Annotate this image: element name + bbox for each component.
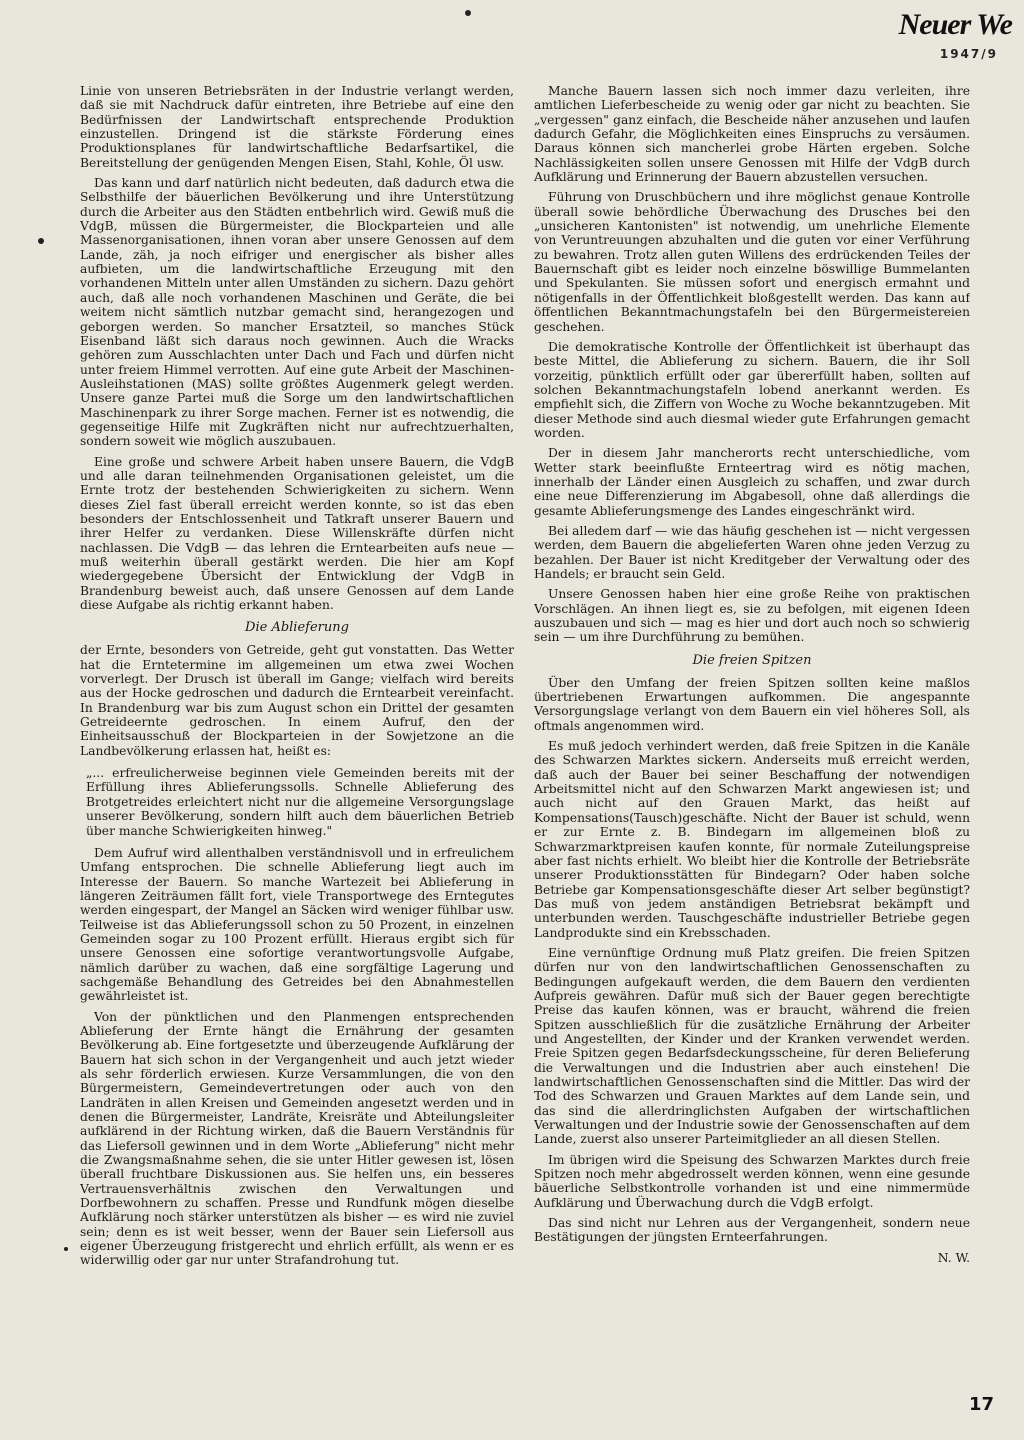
section-heading: Die freien Spitzen (692, 652, 812, 668)
paragraph: Linie von unseren Betriebsräten in der Industrie verlangt werden, daß sie mit Nachdruck dafür eintreten, ihre Betriebe auf eine den Bedürfnissen der Landwirtschaft entsprechende Produktion einzustellen. Dringend ist die stärkste Förderung eines Produktionsplanes für landwirtschaftliche Bedarfsartikel, die Bereitstellung der genügenden Mengen Eisen, Stahl, Kohle, Öl usw. (80, 84, 514, 170)
margin-dot (38, 238, 44, 244)
author-signature: N. W. (937, 1250, 970, 1265)
page-number: 17 (968, 1394, 994, 1415)
paragraph: Manche Bauern lassen sich noch immer dazu verleiten, ihre amtlichen Lieferbescheide zu wenig oder gar nicht zu beachten. Sie „vergessen" ganz einfach, die Bescheide näher anzusehen und laufen dadurch Gefahr, die Möglichkeiten eines Einspruchs zu versäumen. Daraus können sich mancherlei grobe Härten ergeben. Solche Nachlässigkeiten sollen unsere Genossen mit Hilfe der VdgB durch Aufklärung und Erinnerung der Bauern abzustellen versuchen. (534, 84, 970, 185)
paragraph: Das sind nicht nur Lehren aus der Vergangenheit, sondern neue Bestätigungen der jüngsten Ernteerfahrungen. (534, 1216, 970, 1245)
paragraph: Die demokratische Kontrolle der Öffentlichkeit ist überhaupt das beste Mittel, die Ablieferung zu sichern. Bauern, die ihr Soll vorzeitig, pünktlich erfüllt oder gar übererfüllt haben, sollten auf solchen Bekanntmachungstafeln lobend anerkannt werden. Es empfiehlt sich, die Ziffern von Woche zu Woche bekanntzugeben. Mit dieser Methode sind auch diesmal wieder gute Erfahrungen gemacht worden. (534, 339, 970, 440)
paragraph: Bei alledem darf — wie das häufig geschehen ist — nicht vergessen werden, dem Bauern die abgelieferten Waren ohne jeden Verzug zu bezahlen. Der Bauer ist nicht Kreditgeber der Verwaltung oder des Handels; er braucht sein Geld. (534, 523, 970, 581)
signoff-row (534, 1251, 970, 1265)
paragraph: Es muß jedoch verhindert werden, daß freie Spitzen in die Kanäle des Schwarzen Marktes sickern. Anderseits muß erreicht werden, daß auch der Bauer bei seiner Beschaffung der notwendigen Arbeitsmittel nicht auf den Schwarzen Markt angewiesen ist; und auch nicht auf den Grauen Markt, das heißt auf Kompensations(Tausch)geschäfte. Nicht der Bauer ist schuld, wenn er zur Ernte z. B. Bindegarn im allgemeinen bloß zu Schwarzmarktpreisen kaufen konnte, für normale Zuteilungspreise aber fast nichts erhielt. Wo bleibt hier die Kontrolle der Betriebsräte unserer Produktionsstätten für Bindegarn? Oder haben solche Betriebe gar Kompensationsgeschäfte dieser Art selber begünstigt? Das muß von jedem anständigen Betriebsrat bekämpft und unterbunden werden. Tauschgeschäfte industrieller Betriebe gegen Landprodukte sind ein Krebsschaden. (534, 739, 970, 940)
paragraph: Der in diesem Jahr mancherorts recht unterschiedliche, vom Wetter stark beeinflußte Ernteertrag wird es nötig machen, innerhalb der Länder einen Ausgleich zu schaffen, und zwar durch eine neue Differenzierung im Abgabesoll, ohne daß allerdings die gesamte Ablieferungsmenge des Landes eingeschränkt wird. (534, 446, 970, 518)
paragraph: Im übrigen wird die Speisung des Schwarzen Marktes durch freie Spitzen noch mehr abgedrosselt werden können, wenn eine gesunde bäuerliche Selbstkontrolle vorhanden ist und eine nimmermüde Aufklärung und Überwachung durch die VdgB erfolgt. (534, 1152, 970, 1210)
paragraph: Dem Aufruf wird allenthalben verständnisvoll und in erfreulichem Umfang entsprochen. Die schnelle Ablieferung liegt auch im Interesse der Bauern. So manche Wartezeit bei Ablieferung in längeren Zeiträumen fällt fort, viele Transportwege des Erntegutes werden eingespart, der Mangel an Säcken wird weniger fühlbar usw. Teilweise ist das Ablieferungssoll schon zu 50 Prozent, in einzelnen Gemeinden sogar zu 100 Prozent erfüllt. Hieraus ergibt sich für unsere Genossen eine sofortige verantwortungsvolle Aufgabe, nämlich darüber zu wachen, daß eine sorgfältige Lagerung und sachgemäße Behandlung des Getreides bei den Abnahmestellen gewährleistet ist. (80, 845, 514, 1004)
paragraph: Führung von Druschbüchern und ihre möglichst genaue Kontrolle überall sowie behördliche Überwachung des Drusches bei den „unsicheren Kantonisten" ist notwendig, um unehrliche Elemente von Veruntreuungen abzuhalten und die guten vor einer Verführung zu bewahren. Trotz allen guten Willens des erdrückenden Teiles der Bauernschaft gibt es leider noch einzelne böswillige Bummelanten und Spekulanten. Sie müssen sofort und energisch ermahnt und nötigenfalls in der Öffentlichkeit bloßgestellt werden. Das kann auf öffentlichen Bekanntmachungstafeln bei den Bürgermeistereien geschehen. (534, 190, 970, 334)
masthead-logo: Neuer We (898, 8, 1012, 41)
print-speck (465, 10, 471, 16)
paragraph: Von der pünktlichen und den Planmengen entsprechenden Ablieferung der Ernte hängt die Ernährung der gesamten Bevölkerung ab. Eine fortgesetzte und überzeugende Aufklärung der Bauern hat sich schon in der Vergangenheit und auch jetzt wieder als sehr förderlich erwiesen. Kurze Versammlungen, die von den Bürgermeistern, Gemeindevertretungen oder auch von den Landräten in allen Kreisen und Gemeinden angesetzt werden und in denen die Bürgermeister, Landräte, Kreisräte und Abteilungsleiter aufklärend in der Richtung wirken, daß die Bauern Verständnis für das Liefersoll gewinnen und in dem Worte „Ablieferung" nicht mehr die Zwangsmaßnahme sehen, die sie unter Hitler gewesen ist, lösen überall fruchtbare Diskussionen aus. Sie helfen uns, ein besseres Vertrauensverhältnis zwischen den Verwaltungen und Dorfbewohnern zu schaffen. Presse und Rundfunk mögen dieselbe Aufklärung noch stärker unterstützen als bisher — es wird nie zuviel sein; denn es ist weit besser, wenn der Bauer sein Liefersoll aus eigener Überzeugung fristgerecht und ehrlich erfüllt, als wenn er es widerwillig oder gar nur unter Strafandrohung tut. (80, 1009, 514, 1268)
right-column (534, 84, 970, 1384)
paragraph: Eine große und schwere Arbeit haben unsere Bauern, die VdgB und alle daran teilnehmenden Organisationen geleistet, um die Ernte trotz der bestehenden Schwierigkeiten zu sichern. Wenn dieses Ziel fast überall erreicht werden konnte, so ist das eben besonders der Entschlossenheit und Tatkraft unserer Bauern und ihrer Helfer zu verdanken. Diese Willenskräfte dürfen nicht nachlassen. Die VdgB — das lehren die Erntearbeiten aufs neue — muß weiterhin überall gestärkt werden. Die hier am Kopf wiedergegebene Übersicht der Entwicklung der VdgB in Brandenburg beweist auch, daß unsere Genossen auf dem Lande diese Aufgabe als richtig erkannt haben. (80, 454, 514, 613)
issue-number: 1947/9 (939, 47, 998, 61)
paragraph: Über den Umfang der freien Spitzen sollten keine maßlos übertriebenen Erwartungen aufkommen. Die angespannte Versorgungslage verlangt von dem Bauern ein viel höheres Soll, als oftmals angenommen wird. (534, 675, 970, 733)
paragraph: Unsere Genossen haben hier eine große Reihe von praktischen Vorschlägen. An ihnen liegt es, sie zu befolgen, mit eigenen Ideen auszubauen und sich — mag es hier und dort auch noch so schwierig sein — um ihre Durchführung zu bemühen. (534, 587, 970, 645)
margin-dot (64, 1247, 68, 1251)
section-heading: Die Ablieferung (245, 620, 349, 636)
quotation: „... erfreulicherweise beginnen viele Gemeinden bereits mit der Erfüllung ihres Ablieferungssolls. Schnelle Ablieferung des Brotgetreides erleichtert nicht nur die allgemeine Versorgungslage unserer Bevölkerung, sondern hilft auch dem bäuerlichen Betrieb über manche Schwierigkeiten hinweg." (86, 766, 514, 838)
left-column (80, 84, 514, 1384)
paragraph: Das kann und darf natürlich nicht bedeuten, daß dadurch etwa die Selbsthilfe der bäuerlichen Bevölkerung und ihre Unterstützung durch die Arbeiter aus den Städten entbehrlich wird. Gewiß muß die VdgB, müssen die Bürgermeister, die Blockparteien und alle Massenorganisationen, ihnen voran aber unsere Genossen auf dem Lande, zäh, ja noch eifriger und energischer als bisher alles aufbieten, um die landwirtschaftliche Erzeugung mit den vorhandenen Mitteln unter allen Umständen zu sichern. Dazu gehört auch, daß alle noch vorhandenen Maschinen und Geräte, die bei weitem nicht sämtlich nutzbar gemacht sind, herangezogen und geborgen werden. So mancher Ersatzteil, so manches Stück Eisenband läßt sich daraus noch gewinnen. Auch die Wracks gehören zum Ausschlachten unter Dach und Fach und dürfen nicht unter freiem Himmel verrotten. Auf eine gute Arbeit der Maschinen-Ausleihstationen (MAS) sollte größtes Augenmerk gelegt werden. Unsere ganze Partei muß die Sorge um den landwirtschaftlichen Maschinenpark zu ihrer Sorge machen. Ferner ist es notwendig, die gegenseitige Hilfe mit Zugkräften nicht nur aufrechtzuerhalten, sondern soweit wie möglich auszubauen. (80, 176, 514, 449)
paragraph: Eine vernünftige Ordnung muß Platz greifen. Die freien Spitzen dürfen nur von den landwirtschaftlichen Genossenschaften zu Bedingungen aufgekauft werden, die dem Bauern den verdienten Aufpreis gewähren. Dafür muß sich der Bauer gegen berechtigte Preise das kaufen können, was er braucht, während die freien Spitzen ausschließlich für die zusätzliche Ernährung der Arbeiter und Angestellten, der Kinder und der Kranken verwendet werden. Freie Spitzen gegen Bedarfsdeckungsscheine, für deren Belieferung die Verwaltungen und die Industrien aber auch einstehen! Die landwirtschaftlichen Genossenschaften sind die Mittler. Das wird der Tod des Schwarzen und Grauen Marktes auf dem Lande sein, und das sind die allerdringlichsten Aufgaben der wirtschaftlichen Verwaltungen und der Industrie sowie der Genossenschaften auf dem Lande, zuerst also unserer Parteimitglieder an all diesen Stellen. (534, 945, 970, 1147)
paragraph: der Ernte, besonders von Getreide, geht gut vonstatten. Das Wetter hat die Erntetermine im allgemeinen um etwa zwei Wochen vorverlegt. Der Drusch ist überall im Gange; vielfach wird bereits aus der Hocke gedroschen und dadurch die Erntearbeit vereinfacht. In Brandenburg war bis zum August schon ein Drittel der gesamten Getreideernte gedroschen. In einem Aufruf, den der Einheitsausschuß der Blockparteien in der Sowjetzone an die Landbevölkerung erlassen hat, heißt es: (80, 643, 514, 758)
